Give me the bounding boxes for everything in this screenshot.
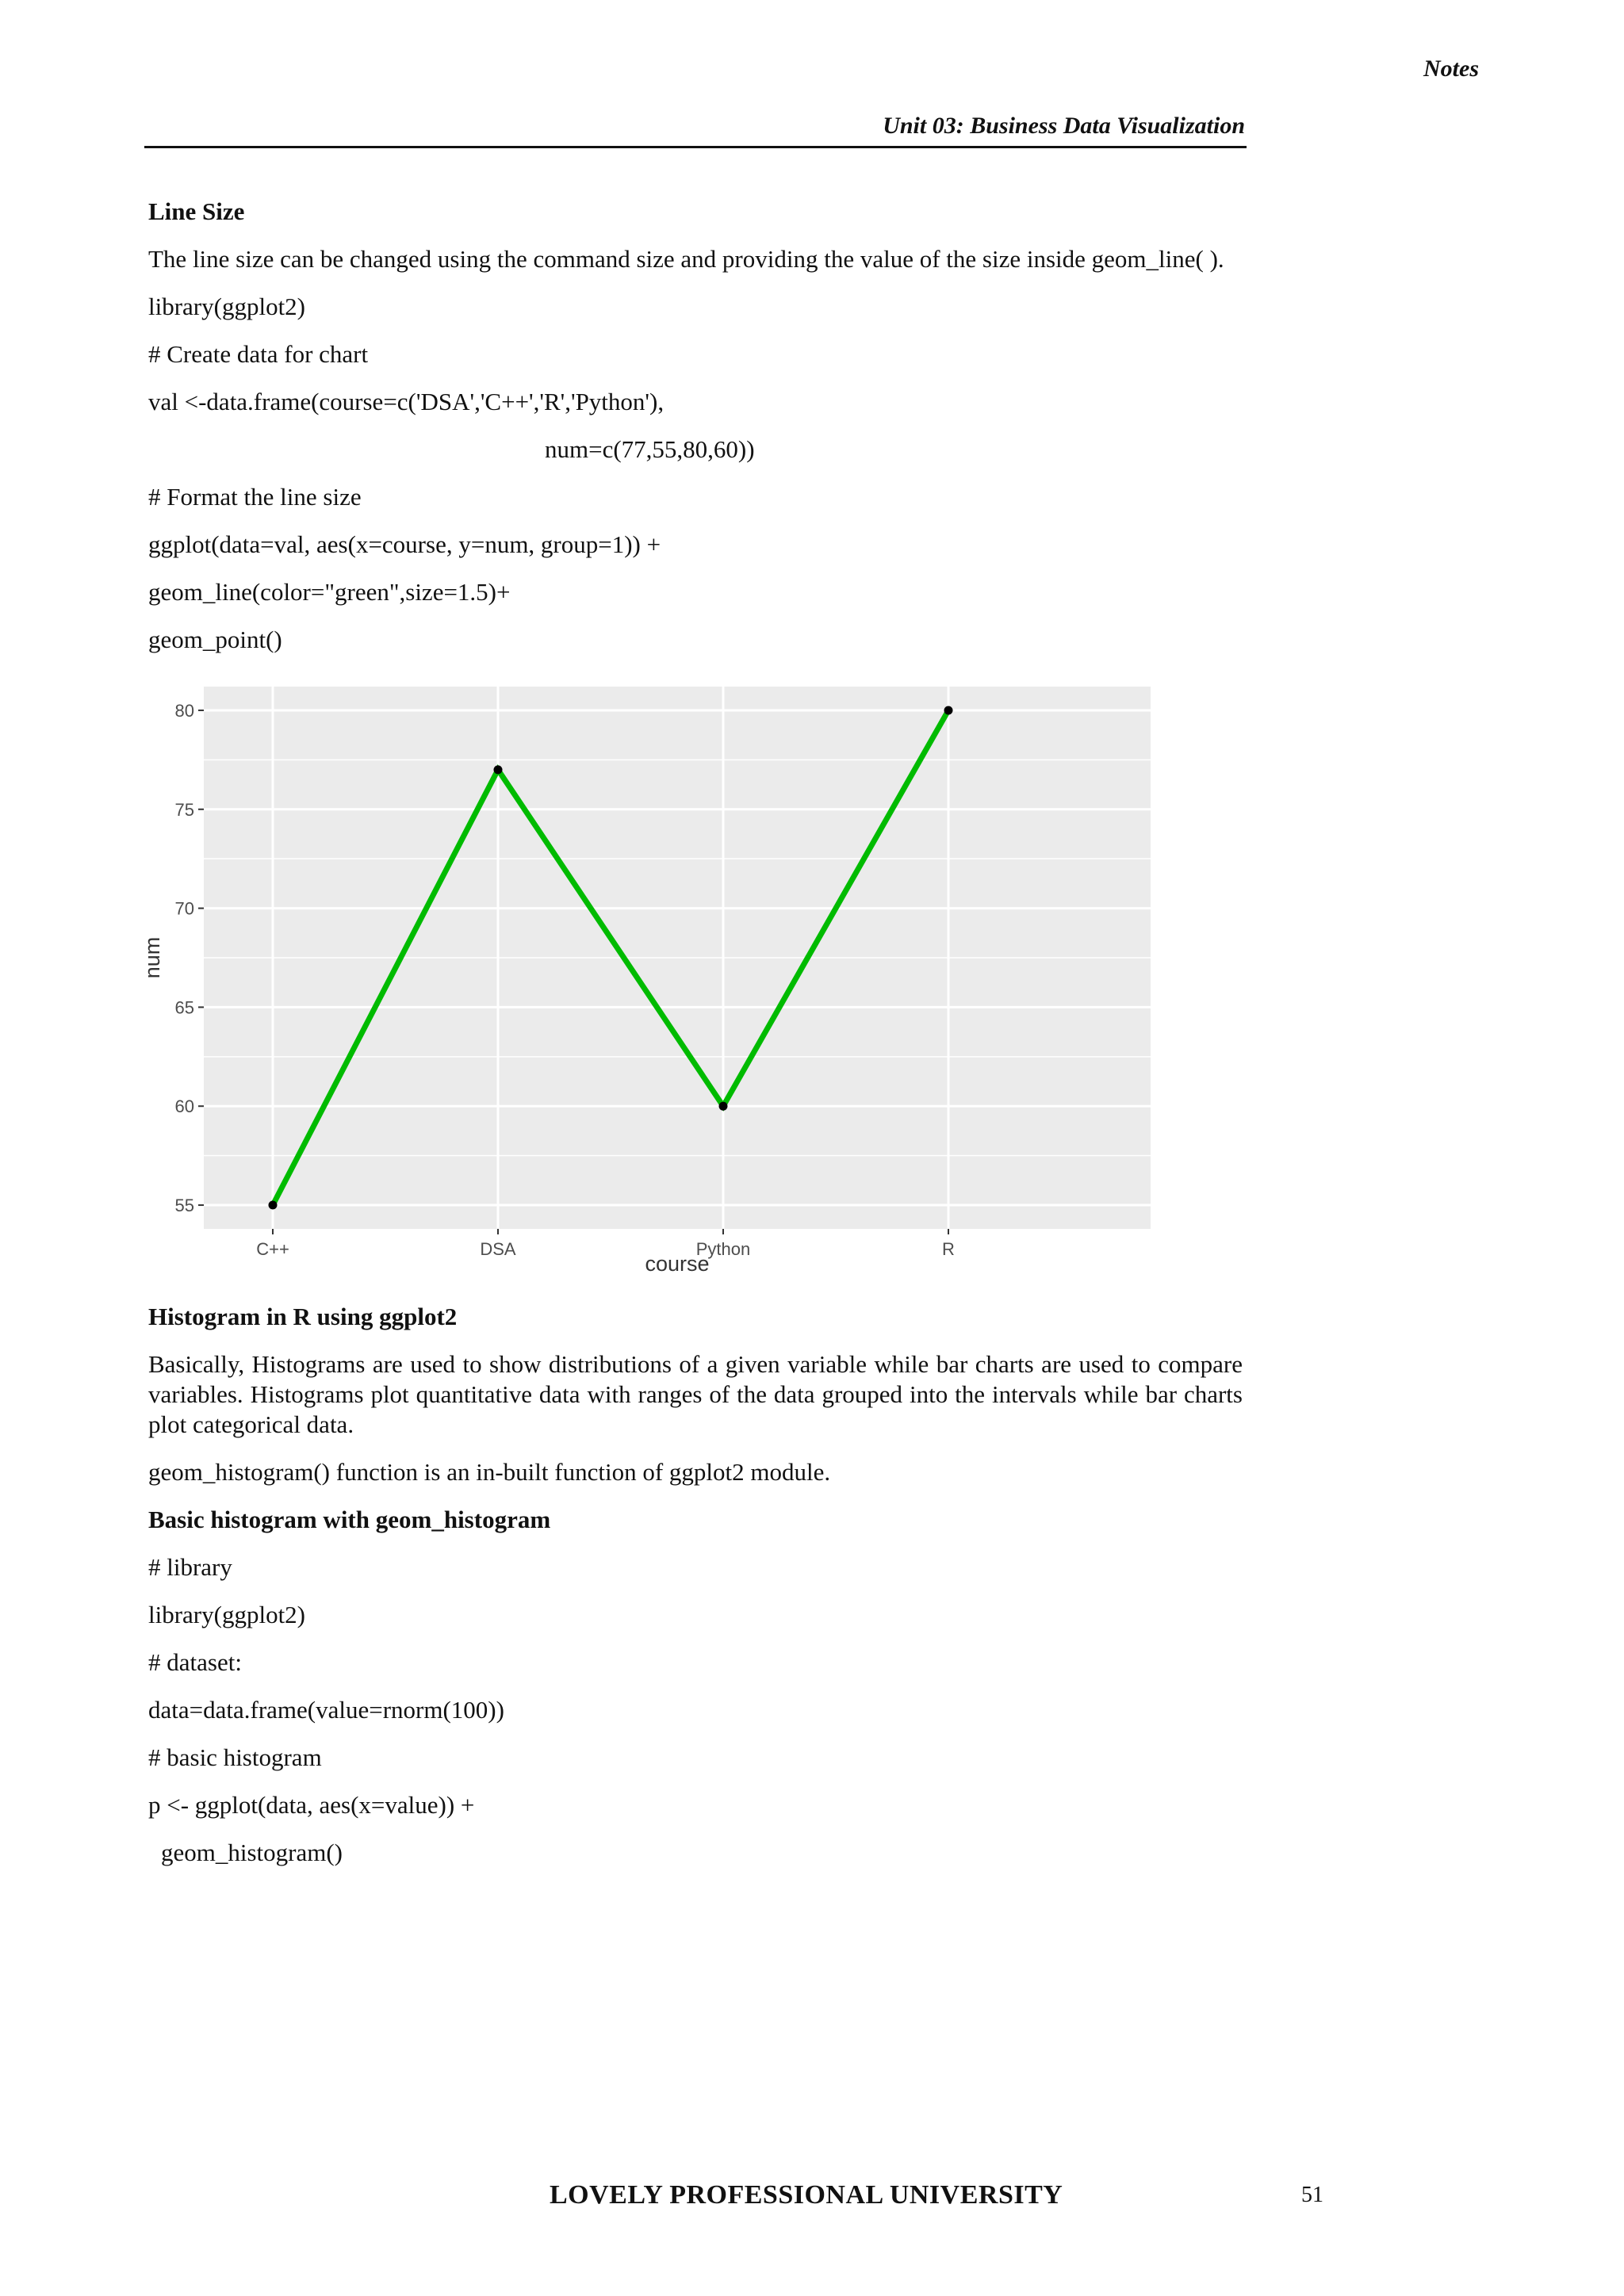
x-tick-label: DSA bbox=[480, 1239, 516, 1259]
line-size-heading: Line Size bbox=[148, 197, 245, 225]
histogram-heading: Histogram in R using ggplot2 bbox=[148, 1303, 458, 1330]
y-tick-label: 70 bbox=[174, 898, 194, 919]
code-line: # dataset: bbox=[148, 1648, 242, 1676]
data-point bbox=[494, 765, 503, 774]
margin-notes-label: Notes bbox=[1423, 55, 1479, 82]
code-line: data=data.frame(value=rnorm(100)) bbox=[148, 1696, 504, 1724]
histogram-function-note: geom_histogram() function is an in-built function of ggplot2 module. bbox=[148, 1458, 831, 1486]
x-tick-label: C++ bbox=[256, 1239, 289, 1259]
line-chart-svg bbox=[140, 672, 1151, 1283]
code-line: # basic histogram bbox=[148, 1743, 322, 1771]
running-header-unit-title: Unit 03: Business Data Visualization bbox=[883, 113, 1245, 139]
x-axis-title: course bbox=[645, 1252, 710, 1276]
header-divider bbox=[144, 146, 1247, 148]
x-tick-label: R bbox=[942, 1239, 955, 1259]
y-tick-label: 75 bbox=[174, 799, 194, 820]
y-tick-label: 80 bbox=[174, 700, 194, 721]
y-axis-title: num bbox=[140, 936, 164, 979]
footer-university: LOVELY PROFESSIONAL UNIVERSITY bbox=[550, 2180, 1063, 2210]
line-size-intro: The line size can be changed using the command size and providing the value of the size inside geom_line( ). bbox=[148, 245, 1224, 273]
code-line: val <-data.frame(course=c('DSA','C++','R','Python'), bbox=[148, 388, 665, 415]
code-line: p <- ggplot(data, aes(x=value)) + bbox=[148, 1791, 475, 1819]
code-line: geom_line(color="green",size=1.5)+ bbox=[148, 578, 511, 606]
page-number: 51 bbox=[1301, 2183, 1323, 2207]
code-line: # library bbox=[148, 1553, 232, 1581]
code-line: num=c(77,55,80,60)) bbox=[545, 435, 755, 463]
code-line: ggplot(data=val, aes(x=course, y=num, group=1)) + bbox=[148, 530, 661, 558]
page-body bbox=[140, 197, 1243, 1885]
basic-histogram-subheading: Basic histogram with geom_histogram bbox=[148, 1506, 551, 1533]
line-size-chart bbox=[140, 672, 1151, 1283]
code-line: geom_histogram() bbox=[161, 1839, 343, 1866]
code-line: geom_point() bbox=[148, 626, 282, 653]
code-line: library(ggplot2) bbox=[148, 1601, 306, 1628]
data-point bbox=[269, 1201, 278, 1210]
code-line: library(ggplot2) bbox=[148, 293, 306, 320]
code-line: # Create data for chart bbox=[148, 340, 369, 368]
y-tick-label: 60 bbox=[174, 1096, 194, 1117]
data-point bbox=[719, 1102, 728, 1111]
data-point bbox=[944, 706, 953, 714]
histogram-paragraph: Basically, Histograms are used to show distributions of a given variable while bar charts are used to compare variables. Histograms plot quantitative data with ranges of the data grouped into the intervals while bar charts plot categorical data. bbox=[148, 1350, 1243, 1438]
code-line: # Format the line size bbox=[148, 483, 362, 511]
y-tick-label: 65 bbox=[174, 997, 194, 1018]
x-tick-label: Python bbox=[695, 1239, 751, 1259]
y-tick-label: 55 bbox=[174, 1196, 194, 1216]
